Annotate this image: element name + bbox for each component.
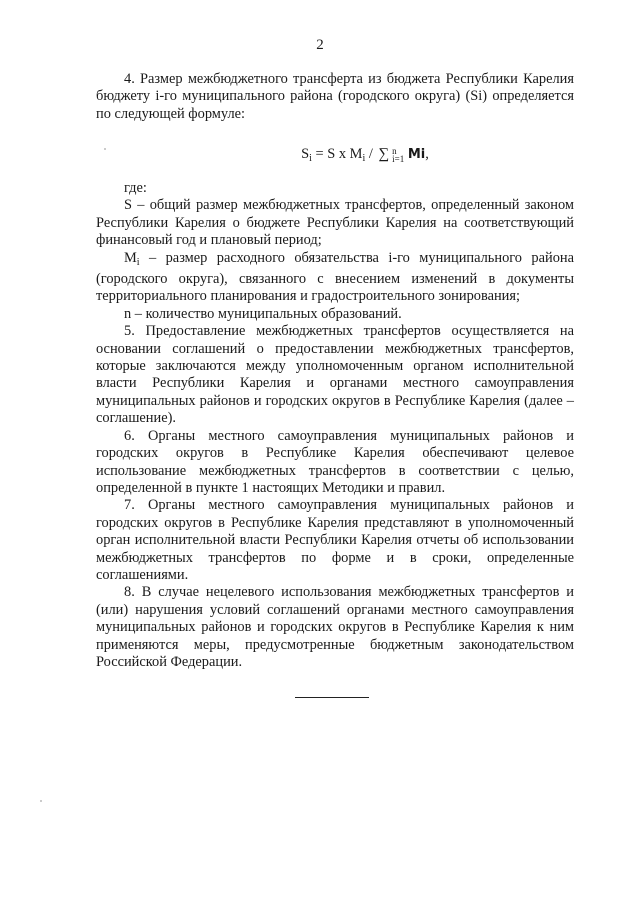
formula [96,146,574,167]
sum-upper: n [392,145,397,156]
sum-limits [392,147,404,163]
page-number: 2 [316,37,324,53]
sum-symbol: ∑ [378,146,390,162]
paragraph-6: 6. Органы местного самоуправления муниципальных районов и городских округов в Республике Карелия обеспечивают целевое использование межбюджетных трансфертов в соответствии с целью, определенной в пункте 1 настоящих Методики и правил. [96,427,574,496]
definition-m-sub: i [136,256,140,268]
end-separator-line [295,697,369,698]
definitions-block [96,178,574,671]
definition-m [96,250,574,306]
formula-middle: = S x M [311,146,363,162]
definition-m-prefix: M [124,249,137,266]
paragraph-8: 8. В случае нецелевого использования межбюджетных трансфертов и (или) нарушения условий соглашений органами местного самоуправления муниципальных районов и городских округов в Республике Карелия к ним применяются меры, предусмотренные бюджетным законодательством Российской Федерации. [96,584,574,670]
paragraph-4: 4. Размер межбюджетного трансферта из бюджета Республики Карелия бюджету i-го муниципального района (городского округа) (Si) определяется по следующей формуле: [96,71,574,122]
scan-speck [40,800,42,802]
formula-left: S [301,146,310,162]
paragraph-7: 7. Органы местного самоуправления муниципальных районов и городских округов в Республике Карелия представляют в уполномоченный орган исполнительной власти Республики Карелия отчеты об использовании межбюджетных трансфертов по форме и в сроки, определенные соглашениями. [96,497,574,583]
formula-divide: / [365,146,377,162]
where-label: где: [124,180,147,196]
definition-m-text: – размер расходного обязательства i-го муниципального района (городского округа), связанного с внесением изменений в документы территориального планирования и градостроительного зонирования; [96,249,574,305]
paragraph-5: 5. Предоставление межбюджетных трансфертов осуществляется на основании соглашений о предоставлении межбюджетных трансфертов, которые заключаются между уполномоченным органом исполнительной власти Республики Карелия и органами местного самоуправления муниципальных районов и городских округов в Республике Карелия (далее – соглашение). [96,323,574,427]
formula-tail: Mi [407,147,426,162]
formula-middle-sub: i [362,153,366,164]
definition-s: S – общий размер межбюджетных трансфертов, определенный законом Республики Карелия о бюджете Республики Карелия на соответствующий финансовый год и плановый период; [96,197,574,249]
formula-end: , [425,146,429,162]
scan-speck [104,148,106,150]
paragraph-4-block [96,71,574,123]
formula-left-sub: i [309,153,312,164]
formula-block [96,146,574,167]
definition-n: n – количество муниципальных образований. [124,305,402,322]
sum-lower: i=1 [392,153,405,164]
